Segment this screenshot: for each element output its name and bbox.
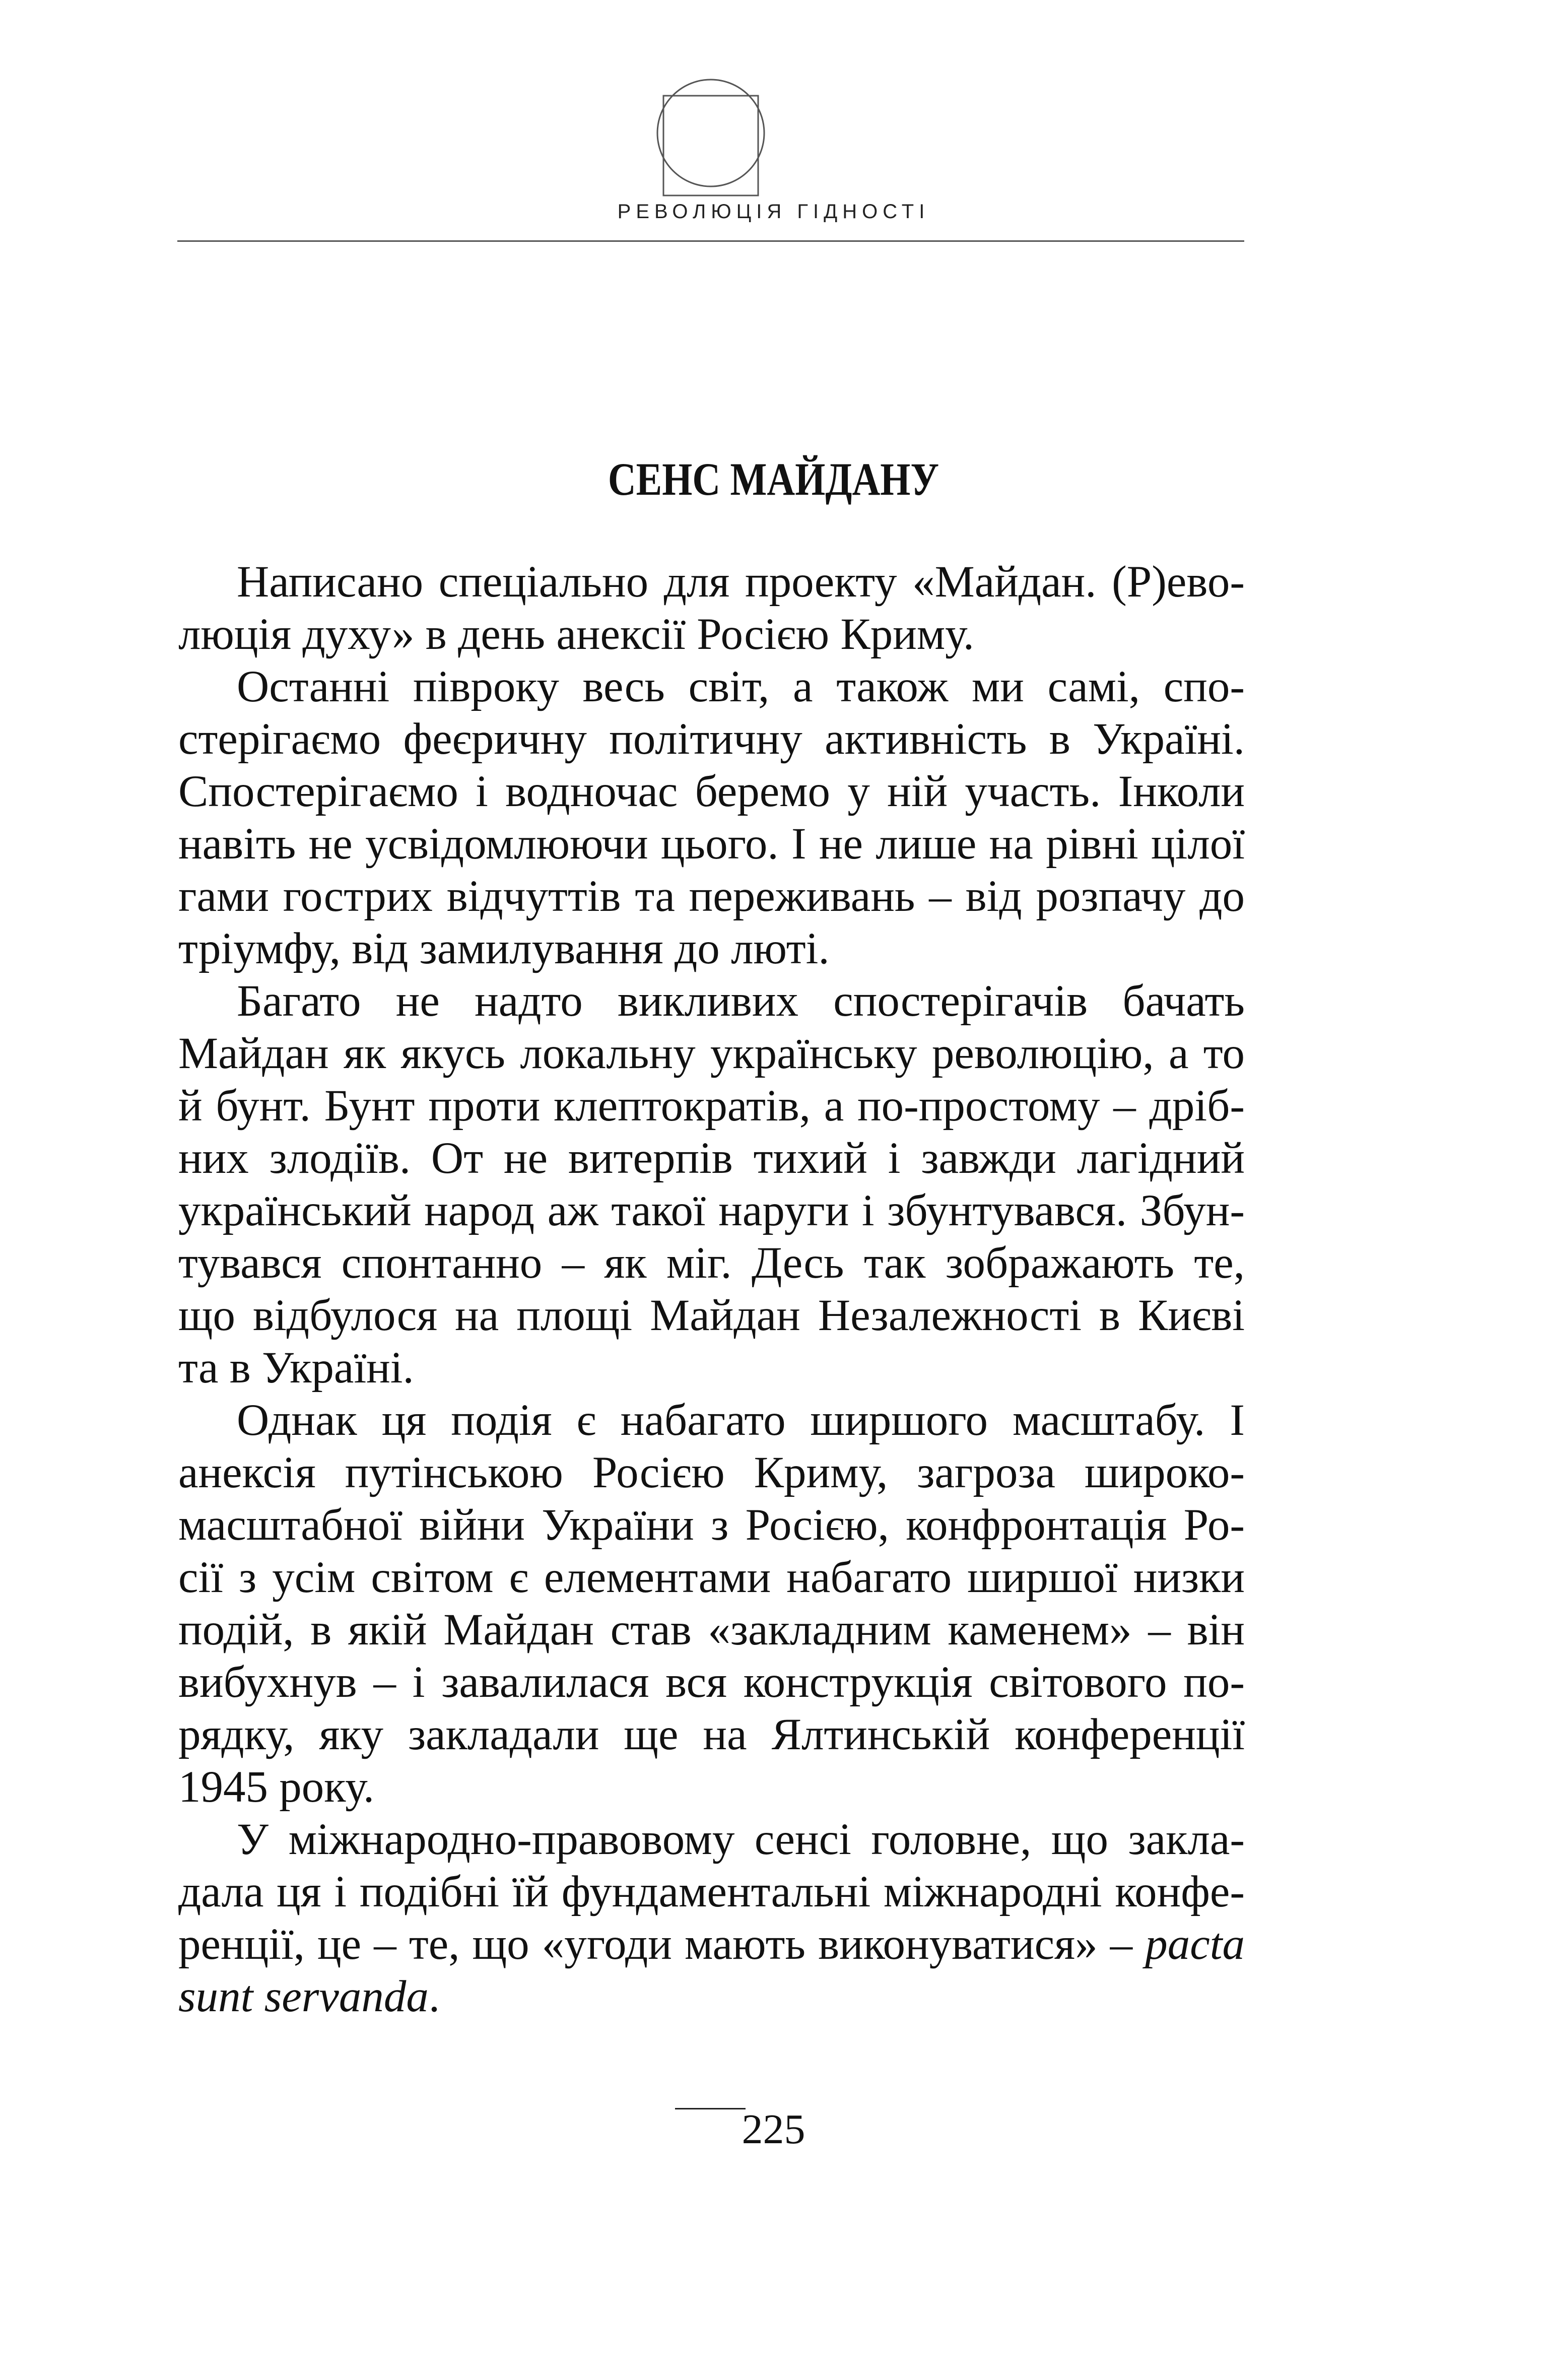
text-line: Написано спеціально для проекту «Майдан. (Р)ево-	[237, 557, 1245, 607]
header-divider	[177, 240, 1244, 242]
text-line: подій, в якій Майдан став «закладним каменем» – він	[178, 1605, 1245, 1655]
latin-phrase-italic: sunt servanda	[178, 1972, 429, 2021]
text-line: анексія путінською Росією Криму, загроза широко-	[178, 1448, 1245, 1497]
text-line-regular: ренції, це – те, що «угоди мають виконуватися» –	[178, 1920, 1146, 1969]
text-line: 1945 року.	[178, 1762, 375, 1812]
text-line	[178, 1918, 1245, 1970]
text-line: рядку, яку закладали ще на Ялтинській конференції	[178, 1710, 1245, 1759]
body-text	[178, 556, 1245, 2023]
text-line: та в Україні.	[178, 1343, 414, 1393]
text-line: Однак ця подія є набагато ширшого масштабу. І	[237, 1396, 1245, 1445]
page-number: 225	[742, 2106, 805, 2153]
text-line: й бунт. Бунт проти клептократів, а по-простому – дріб-	[178, 1081, 1245, 1131]
text-line: У міжнародно-правовому сенсі головне, що закла-	[237, 1815, 1245, 1864]
text-line: масштабної війни України з Росією, конфронтація Ро-	[178, 1500, 1245, 1550]
text-line: сії з усім світом є елементами набагато ширшої низки	[178, 1553, 1245, 1602]
circle-square-emblem-icon	[653, 77, 768, 197]
text-line: Спостерігаємо і водночас беремо у ній участь. Інколи	[178, 767, 1245, 816]
text-line: Останні півроку весь світ, а також ми самі, спо-	[237, 662, 1245, 711]
text-line: тувався спонтанно – як міг. Десь так зображають те,	[178, 1238, 1245, 1288]
text-line: дала ця і подібні їй фундаментальні міжнародні конфе-	[178, 1867, 1245, 1916]
text-line	[178, 1970, 1245, 2023]
text-line: них злодіїв. От не витерпів тихий і завжди лагідний	[178, 1134, 1245, 1183]
text-line: гами гострих відчуттів та переживань – від розпачу до	[178, 872, 1245, 921]
text-line-tail: .	[428, 1972, 440, 2021]
text-line: що відбулося на площі Майдан Незалежності в Києві	[178, 1291, 1245, 1340]
latin-phrase-italic: pacta	[1145, 1920, 1245, 1969]
text-line: навіть не усвідомлюючи цього. І не лише на рівні цілої	[178, 819, 1245, 869]
text-line: тріумфу, від замилування до люті.	[178, 924, 830, 973]
chapter-title: СЕНС МАЙДАНУ	[608, 453, 939, 505]
running-head: РЕВОЛЮЦІЯ ГІДНОСТІ	[617, 201, 930, 223]
text-line: стерігаємо феєричну політичну активність в Україні.	[178, 714, 1245, 764]
text-line: вибухнув – і завалилася вся конструкція світового по-	[178, 1658, 1245, 1707]
page-number-rule	[675, 2108, 746, 2109]
text-line: український народ аж такої наруги і збунтувався. Збун-	[178, 1186, 1245, 1235]
text-line: люція духу» в день анексії Росією Криму.	[178, 610, 975, 659]
text-line: Майдан як якусь локальну українську революцію, а то	[178, 1029, 1245, 1078]
text-line: Багато не надто викливих спостерігачів бачать	[237, 976, 1245, 1026]
